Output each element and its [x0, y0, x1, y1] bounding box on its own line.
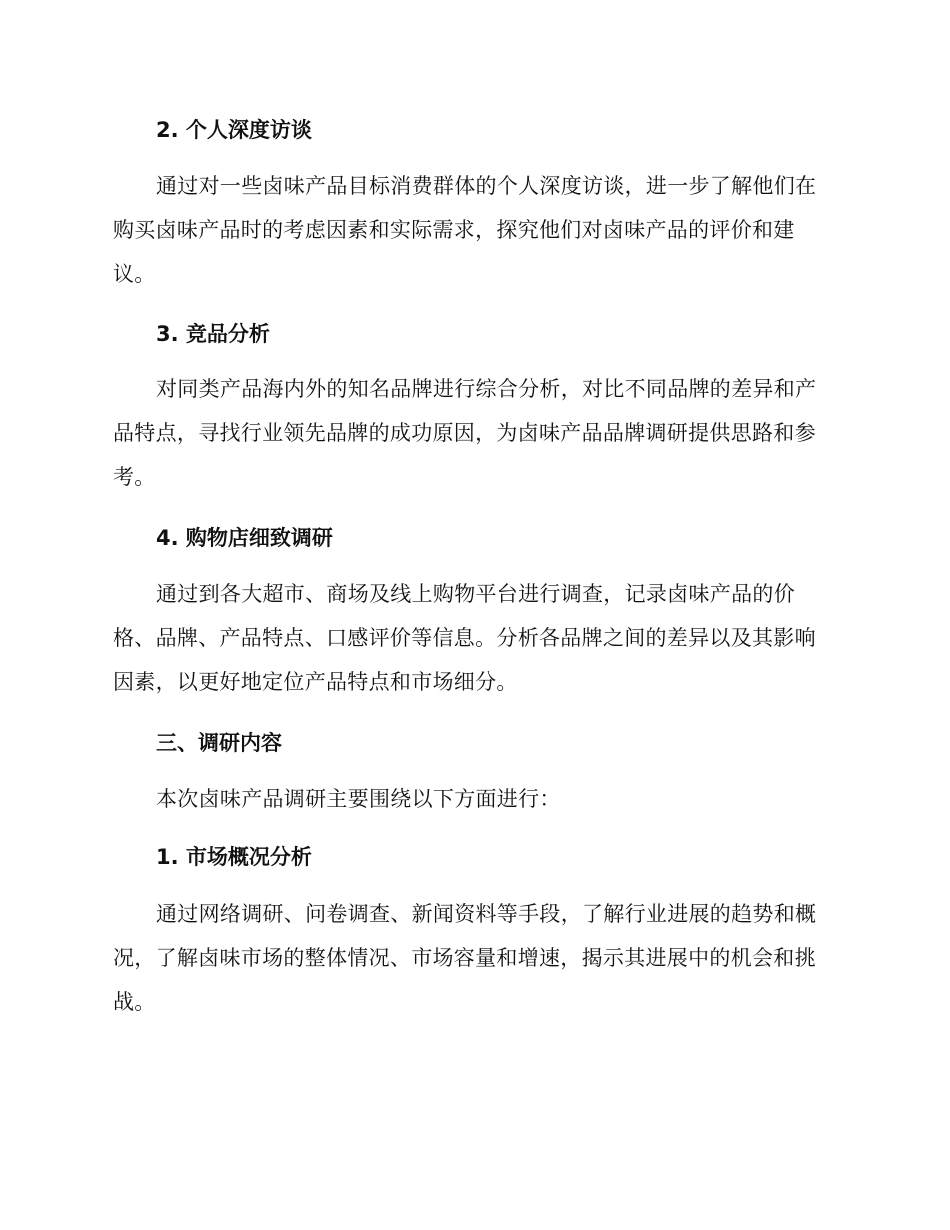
paragraph-interview: 通过对一些卤味产品目标消费群体的个人深度访谈，进一步了解他们在购买卤味产品时的考虑因素和实际需求，探究他们对卤味产品的评价和建议。 [113, 174, 817, 286]
section-heading-research-content: 三、调研内容 [156, 731, 282, 755]
section-heading-store-research: 4. 购物店细致调研 [156, 526, 333, 550]
section-heading-competitor: 3. 竞品分析 [156, 322, 270, 346]
paragraph-research-content: 本次卤味产品调研主要围绕以下方面进行： [156, 787, 561, 811]
paragraph-competitor: 对同类产品海内外的知名品牌进行综合分析，对比不同品牌的差异和产品特点，寻找行业领先品牌的成功原因，为卤味产品品牌调研提供思路和参考。 [113, 377, 817, 489]
section-heading-interview: 2. 个人深度访谈 [156, 118, 312, 142]
paragraph-market-overview: 通过网络调研、问卷调查、新闻资料等手段，了解行业进展的趋势和概况，了解卤味市场的整体情况、市场容量和增速，揭示其进展中的机会和挑战。 [113, 902, 817, 1014]
section-heading-market-overview: 1. 市场概况分析 [156, 845, 312, 869]
paragraph-store-research: 通过到各大超市、商场及线上购物平台进行调查，记录卤味产品的价格、品牌、产品特点、口感评价等信息。分析各品牌之间的差异以及其影响因素，以更好地定位产品特点和市场细分。 [113, 582, 816, 694]
